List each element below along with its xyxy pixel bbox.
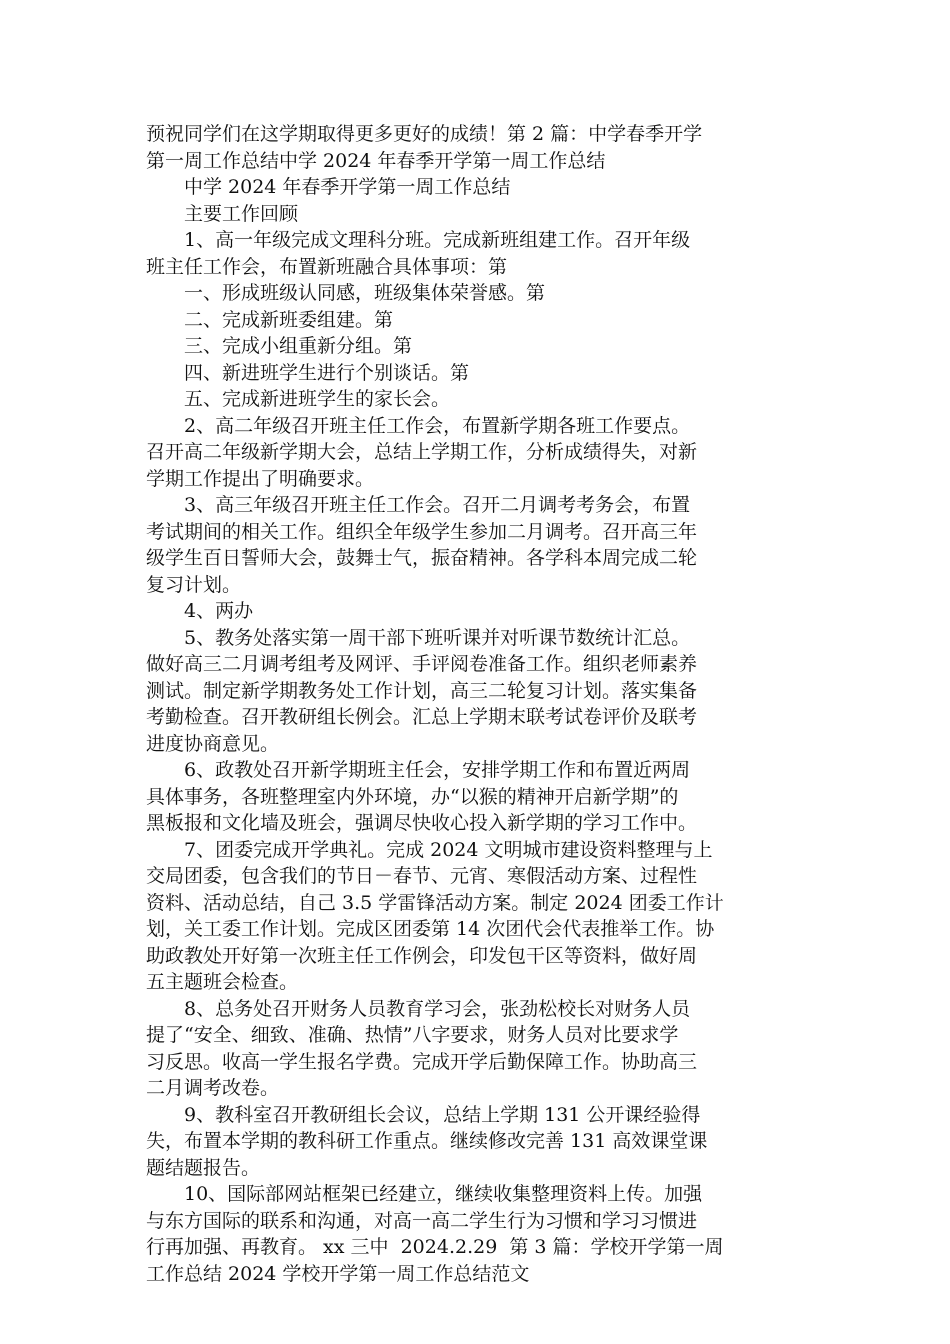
text-line: 五、完成新进班学生的家长会。 [184,388,451,410]
text-line: 7、团委完成开学典礼。完成 2024 文明城市建设资料整理与上 [184,838,713,861]
text-line: 3、高三年级召开班主任工作会。召开二月调考考务会，布置 [184,494,691,516]
text-line: 召开高二年级新学期大会，总结上学期工作，分析成绩得失，对新 [146,441,698,463]
text-line: 复习计划。 [146,573,242,596]
text-line: 10、国际部网站框架已经建立，继续收集整理资料上传。加强 [184,1183,703,1205]
text-line: 9、教科室召开教研组长会议，总结上学期 131 公开课经验得 [184,1103,701,1126]
text-line: 习反思。收高一学生报名学费。完成开学后勤保障工作。协助高三 [146,1050,698,1073]
text-line: 班主任工作会，布置新班融合具体事项：第 [146,255,508,278]
text-line: 8、总务处召开财务人员教育学习会，张劲松校长对财务人员 [184,997,691,1020]
text-line: 一、形成班级认同感，班级集体荣誉感。第 [184,282,546,304]
document-body [146,121,810,1287]
text-line: 测试。制定新学期教务处工作计划，高三二轮复习计划。落实集备 [146,679,698,702]
text-line: 二月调考改卷。 [146,1077,280,1099]
text-line: 进度协商意见。 [146,732,280,755]
text-line: 中学 2024 年春季开学第一周工作总结 [184,176,511,198]
text-line: 二、完成新班委组建。第 [184,308,394,331]
text-line: 考试期间的相关工作。组织全年级学生参加二月调考。召开高三年 [146,520,698,543]
text-line: 划，关工委工作计划。完成区团委第 14 次团代会代表推举工作。协 [146,918,715,940]
text-line: 第一周工作总结中学 2024 年春季开学第一周工作总结 [146,149,606,172]
text-line: 2、高二年级召开班主任工作会，布置新学期各班工作要点。 [184,414,691,437]
text-line: 资料、活动总结，自己 3.5 学雷锋活动方案。制定 2024 团委工作计 [146,891,724,914]
text-line: 三、完成小组重新分组。第 [184,335,413,357]
text-line: 考勤检查。召开教研组长例会。汇总上学期末联考试卷评价及联考 [146,706,698,728]
text-line: 提了“安全、细致、准确、热情”八字要求，财务人员对比要求学 [146,1024,679,1046]
text-line: 题结题报告。 [146,1156,261,1179]
text-line: 1、高一年级完成文理科分班。完成新班组建工作。召开年级 [184,229,691,251]
text-line: 与东方国际的联系和沟通，对高一高二学生行为习惯和学习习惯进 [146,1209,698,1232]
text-line: 6、政教处召开新学期班主任会，安排学期工作和布置近两周 [184,759,691,781]
text-line: 黑板报和文化墙及班会，强调尽快收心投入新学期的学习工作中。 [146,812,698,834]
text-line: 交局团委，包含我们的节日－春节、元宵、寒假活动方案、过程性 [146,865,698,887]
text-line: 做好高三二月调考组考及网评、手评阅卷准备工作。组织老师素养 [146,653,698,675]
text-line: 行再加强、再教育。 xx 三中 2024.2.29 第 3 篇：学校开学第一周 [146,1236,724,1258]
text-line: 助政教处开好第一次班主任工作例会，印发包干区等资料，做好周 [146,944,698,967]
text-line: 预祝同学们在这学期取得更多更好的成绩！第 2 篇：中学春季开学 [146,123,703,145]
text-line: 级学生百日誓师大会，鼓舞士气，振奋精神。各学科本周完成二轮 [146,547,698,569]
text-line: 四、新进班学生进行个别谈话。第 [184,361,470,384]
text-line: 4、两办 [184,600,254,622]
text-line: 五主题班会检查。 [146,971,299,993]
text-line: 学期工作提出了明确要求。 [146,467,375,490]
text-line: 工作总结 2024 学校开学第一周工作总结范文 [146,1262,530,1285]
text-line: 5、教务处落实第一周干部下班听课并对听课节数统计汇总。 [184,626,691,649]
text-line: 主要工作回顾 [184,202,299,225]
text-line: 失，布置本学期的教科研工作重点。继续修改完善 131 高效课堂课 [146,1130,708,1152]
text-line: 具体事务，各班整理室内外环境，办“以猴的精神开启新学期”的 [146,785,679,808]
